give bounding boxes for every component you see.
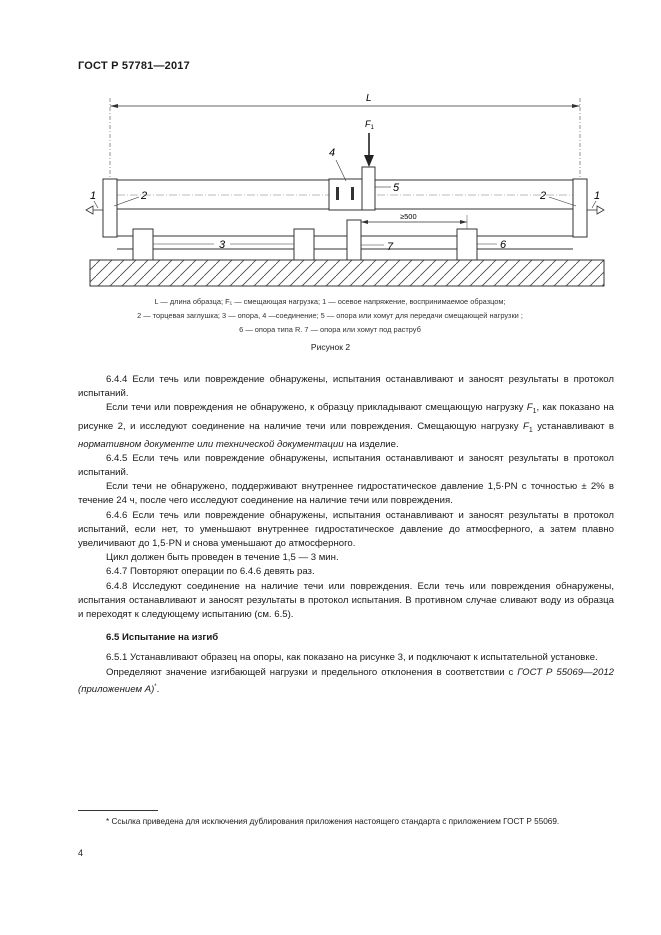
paragraph-cycle: Цикл должен быть проведен в течение 1,5 — 3 мин. xyxy=(106,552,339,564)
label-7: 7 xyxy=(387,241,394,253)
label-3: 3 xyxy=(219,239,226,251)
footnote: * Ссылка приведена для исключения дублирования приложения настоящего стандарта с приложением ГОСТ Р 55069. xyxy=(106,817,560,826)
dimension-l-label: L xyxy=(366,93,372,104)
document-header: ГОСТ Р 57781—2017 xyxy=(78,60,190,72)
paragraph-6-4-7: 6.4.7 Повторяют операции по 6.4.6 девять раз. xyxy=(106,566,315,578)
paragraph-hydrostatic: Если течи не обнаружено, поддерживают внутреннее гидростатическое давление 1,5·PN с точностью ± 2% в течение 24 ч, после чего исследуют соединение на наличие течи или повреждения. xyxy=(78,481,614,507)
end-cap-left xyxy=(103,179,117,237)
distance-label: ≥500 xyxy=(400,212,417,221)
figure-caption: Рисунок 2 xyxy=(310,342,351,352)
force-label: $F_1$ xyxy=(365,119,374,131)
figure-legend-line-3: 6 — опора типа R. 7 — опора или хомут под раструб xyxy=(239,325,421,334)
paragraph-6-4-4: 6.4.4 Если течь или повреждение обнаружены, испытания останавливают и заносят результаты в протокол испытаний. xyxy=(78,374,614,400)
paragraph-displacement-load: Если течи или повреждения не обнаружено, к образцу прикладывают смещающую нагрузку $F_1$, как показано на рисунке 2, и исследуют соединение на наличие течи или повреждения. Смещающую нагрузку $F_1$ устанавливают в нормативном документе или технической документации на изделие. xyxy=(78,402,614,450)
axial-arrow-left xyxy=(86,206,103,214)
base-plate xyxy=(90,260,604,286)
page-number: 4 xyxy=(78,848,84,858)
paragraph-6-4-5: 6.4.5 Если течь или повреждение обнаружены, испытания останавливают и заносят результаты в протокол испытаний. xyxy=(78,452,614,479)
support-3-right xyxy=(294,229,314,260)
paragraph-6-4-8: 6.4.8 Исследуют соединение на наличие течи или повреждения. Если течь или повреждения обнаружены, испытания останавливают и заносят результаты в протокол испытания. В противном случае сливают воду из образца и переходят к следующему испытанию (см. 6.5). xyxy=(78,580,614,621)
label-5: 5 xyxy=(393,182,400,194)
paragraph-6-4-6: 6.4.6 Если течь или повреждение обнаружены, испытания останавливают и заносят результаты в протокол испытаний, если нет, то уменьшают внутреннее гидростатическое давление до атмосферного, а затем плавно увеличивают до 1,5·PN и снова уменьшают до атмосферного. xyxy=(78,509,614,550)
support-7 xyxy=(347,220,361,260)
figure-legend-line-2: 2 — торцевая заглушка; 3 — опора, 4 —соединение; 5 — опора или хомут для передачи смещающей нагрузки ; xyxy=(137,311,523,320)
coupling xyxy=(329,179,362,210)
test-setup-figure xyxy=(0,0,661,300)
label-4: 4 xyxy=(329,147,336,159)
end-cap-right xyxy=(573,179,587,237)
body-text xyxy=(78,373,614,697)
section-title-6-5: 6.5 Испытание на изгиб xyxy=(106,632,219,644)
force-arrow xyxy=(364,133,374,167)
label-1-left: 1 xyxy=(90,190,97,202)
paragraph-bending-load: Определяют значение изгибающей нагрузки и предельного отклонения в соответствии с ГОСТ Р 55069—2012 (приложением А)*. xyxy=(78,666,614,696)
label-2-left: 2 xyxy=(141,190,148,202)
paragraph-6-5-1: 6.5.1 Устанавливают образец на опоры, как показано на рисунке 3, и подключают к испытательной установке. xyxy=(106,652,598,664)
label-1-right: 1 xyxy=(594,190,601,202)
support-3-left xyxy=(133,229,153,260)
figure-legend-line-1: L — длина образца; F₁ — смещающая нагрузка; 1 — осевое напряжение, воспринимаемое образцом; xyxy=(154,297,506,306)
label-6: 6 xyxy=(500,239,507,251)
axial-arrow-right xyxy=(587,206,604,214)
support-6 xyxy=(457,229,477,260)
dimension-line-l xyxy=(110,98,580,178)
label-2-right: 2 xyxy=(540,190,547,202)
load-support xyxy=(362,167,375,210)
footnote-rule xyxy=(78,810,158,811)
